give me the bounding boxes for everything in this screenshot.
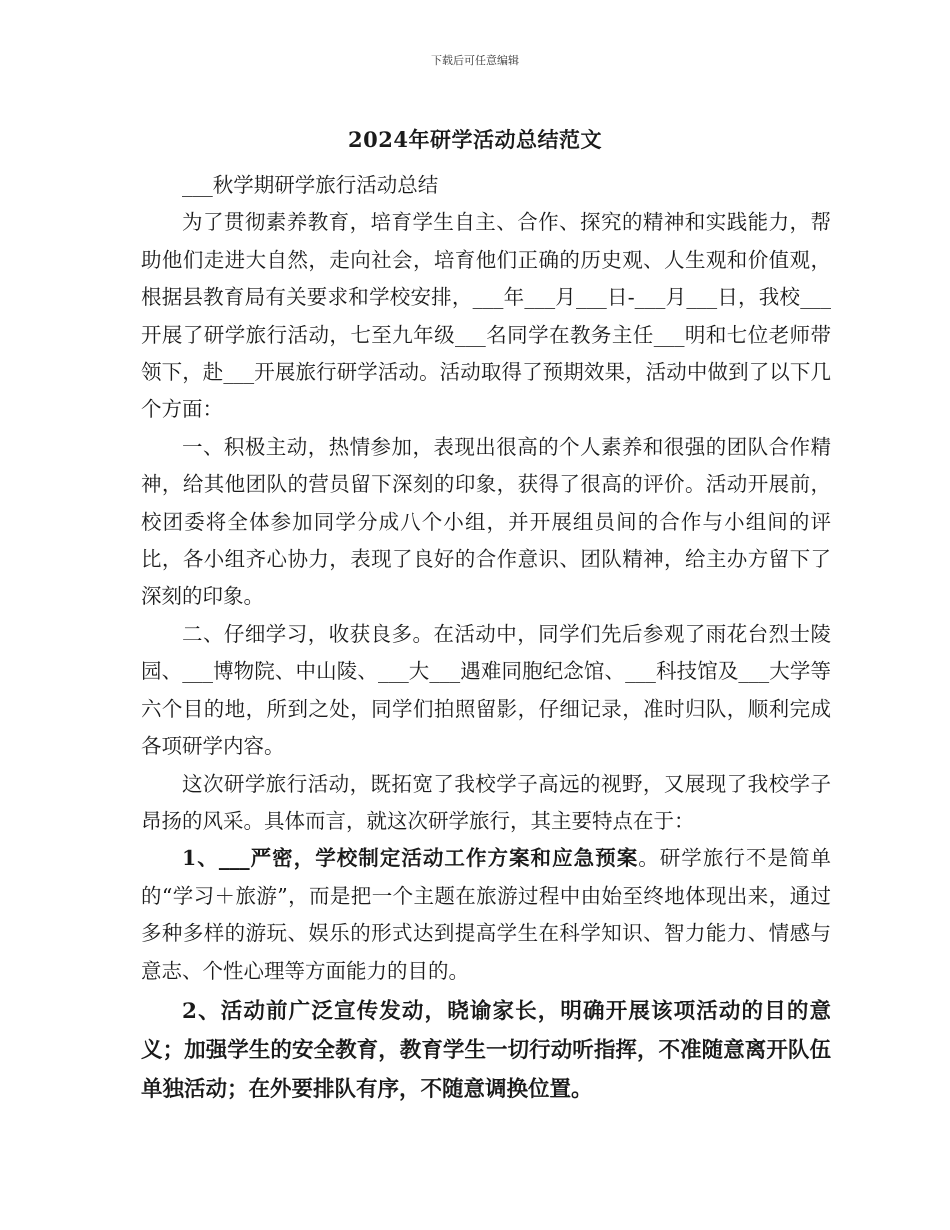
document-body: [141, 167, 831, 1109]
point-one-paragraph: [141, 840, 831, 990]
point-two-paragraph: 2、活动前广泛宣传发动，晓谕家长，明确开展该项活动的目的意义；加强学生的安全教育，教育学生一切行动听指挥，不准随意离开队伍单独活动；在外要排队有序，不随意调换位置。: [141, 998, 831, 1102]
section-one-paragraph: 一、积极主动，热情参加，表现出很高的个人素养和很强的团队合作精神，给其他团队的营员留下深刻的印象，获得了很高的评价。活动开展前，校团委将全体参加同学分成八个小组，并开展组员间的合作与小组间的评比，各小组齐心协力，表现了良好的合作意识、团队精神，给主办方留下了深刻的印象。: [141, 434, 831, 609]
page-header: 下载后可任意编辑: [431, 54, 519, 67]
point-one-heading: 1、___严密，学校制定活动工作方案和应急预案: [182, 846, 639, 871]
features-intro-paragraph: 这次研学旅行活动，既拓宽了我校学子高远的视野，又展现了我校学子昂扬的风采。具体而言，就这次研学旅行，其主要特点在于：: [141, 771, 831, 833]
section-two-paragraph: 二、仔细学习，收获良多。在活动中，同学们先后参观了雨花台烈士陵园、___博物院、中山陵、___大___遇难同胞纪念馆、___科技馆及___大学等六个目的地，所到之处，同学们拍照留影，仔细记录，准时归队，顺利完成各项研学内容。: [141, 621, 831, 759]
point-one-text: 。研学旅行不是简单的“学习＋旅游”，而是把一个主题在旅游过程中由始至终地体现出来，通过多种多样的游玩、娱乐的形式达到提高学生在科学知识、智力能力、情感与意志、个性心理等方面能力的目的。: [141, 846, 832, 983]
subtitle-paragraph: ___秋学期研学旅行活动总结: [182, 173, 439, 197]
intro-paragraph: 为了贯彻素养教育，培育学生自主、合作、探究的精神和实践能力，帮助他们走进大自然，走向社会，培育他们正确的历史观、人生观和价值观，根据县教育局有关要求和学校安排，___年___月___日-___月___日，我校___开展了研学旅行活动，七至九年级___名同学在教务主任___明和七位老师带领下，赴___开展旅行研学活动。活动取得了预期效果，活动中做到了以下几个方面：: [141, 210, 831, 422]
document-title: 2024年研学活动总结范文: [348, 127, 602, 152]
